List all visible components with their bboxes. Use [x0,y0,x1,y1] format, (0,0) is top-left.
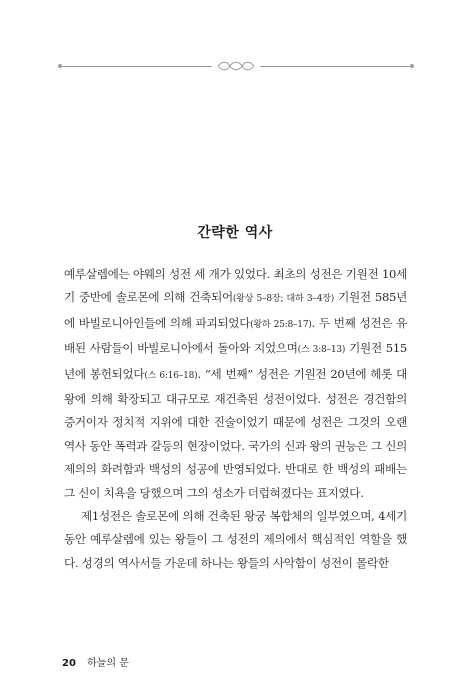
divider-dot-right [410,64,414,68]
paragraph-1-text-5: . “세 번째” 성전은 기원전 20년에 헤롯 대왕에 의해 확장되고 대규모로 재건축된 성전이었다. 성전은 경건함의 증거이자 정치적 지위에 대한 진술이었기 때문에 성전은 그것의 오랜 역사 동안 폭력과 갈등의 현장이었다. 국가의 신과 왕의 권능은 그 신의 제의의 화려함과 백성의 성공에 반영되었다. 반대로 한 백성의 패배는 그 신이 치욕을 당했으며 그의 성소가 더럽혀졌다는 표지였다. [64,366,407,500]
body-text [64,263,407,575]
scripture-reference: (왕상 5–8장; 대하 3–4장) [232,294,335,305]
paragraph-1-text-3: . 두 번째 성전은 유배된 사람들이 바빌로니아에서 돌아와 지었으며 [64,315,407,356]
divider-line-right [260,66,410,67]
paragraph-1-text-2: 기원전 585년에 바빌로니아인들에 의해 파괴되었다 [64,290,407,330]
paragraph-1-text-4: 기원전 515년에 봉헌되었다 [64,341,407,381]
paragraph-1-text-1: 예루살렘에는 야웨의 성전 세 개가 있었다. 최초의 성전은 기원전 10세기 중반에 솔로몬에 의해 건축되어 [64,267,407,305]
section-title: 간략한 역사 [197,225,273,241]
divider-line-left [62,66,212,67]
book-title: 하늘의 문 [87,658,129,669]
page-number: 20 [62,658,76,669]
ornamental-divider [58,60,414,72]
scripture-reference: (왕하 25:8–17) [250,319,312,330]
paragraph-1 [64,263,407,505]
scripture-reference: (스 6:16–18) [144,370,198,381]
page-footer [62,654,129,669]
knot-ornament-icon [216,60,256,72]
scripture-reference: (스 3:8–13) [297,345,346,356]
paragraph-2: 제1성전은 솔로몬에 의해 건축된 왕궁 복합체의 일부였으며, 4세기 동안 예루살렘에 있는 왕들이 그 성전의 제의에서 핵심적인 역할을 했다. 성경의 역사서들 가운데 하나는 왕들의 사악함이 성전이 몰락한 [64,509,407,570]
